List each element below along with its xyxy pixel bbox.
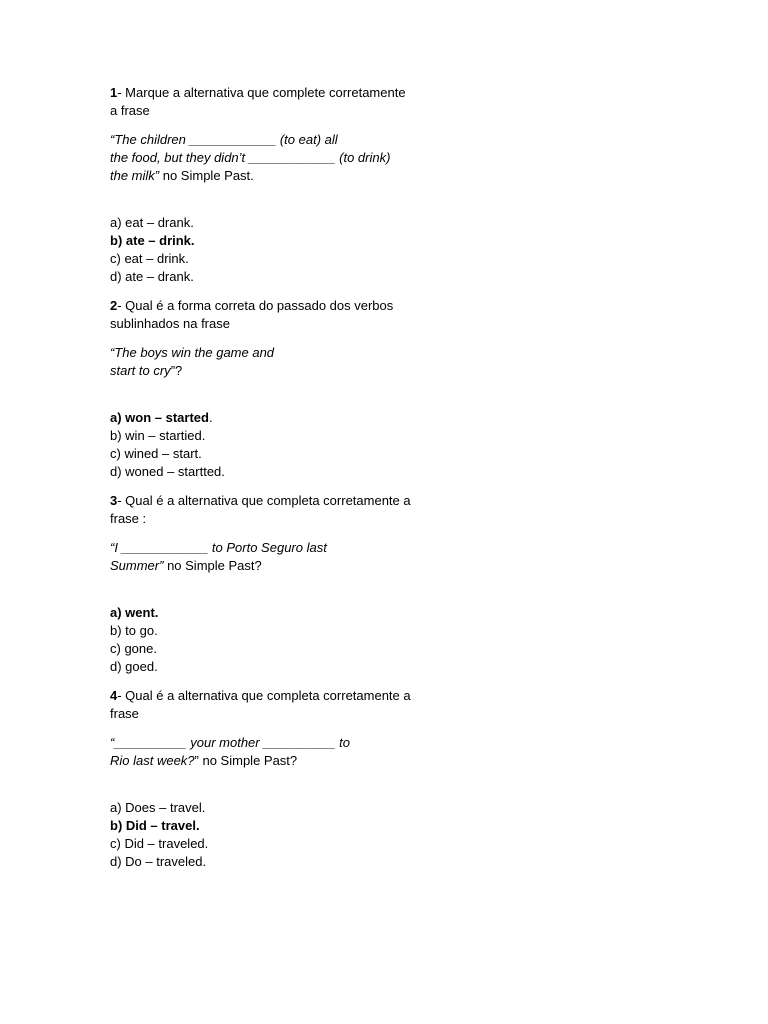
question-1-option-d: d) ate – drank.	[110, 269, 194, 284]
question-2-option-c: c) wined – start.	[110, 446, 202, 461]
question-2-option-d: d) woned – startted.	[110, 464, 225, 479]
question-1-option-b-correct: b) ate – drink.	[110, 233, 195, 248]
question-4-sentence-line-2: Rio last week?” no Simple Past?	[110, 753, 298, 768]
question-4-option-d: d) Do – traveled.	[110, 854, 207, 869]
question-2-option-b: b) win – startied.	[110, 428, 206, 443]
question-2-prompt-line-2: sublinhados na frase	[110, 316, 230, 331]
question-3-prompt-line-1: - Qual é a alternativa que completa corretamente a	[117, 493, 411, 508]
question-4-option-b-correct: b) Did – travel.	[110, 818, 200, 833]
question-3-prompt-line-2: frase :	[110, 511, 147, 526]
question-4-option-c: c) Did – traveled.	[110, 836, 209, 851]
question-1-option-a: a) eat – drank.	[110, 215, 194, 230]
question-3-option-b: b) to go.	[110, 623, 158, 638]
question-3-sentence-line-1: “I ____________ to Porto Seguro last	[110, 540, 327, 555]
question-4-prompt-line-2: frase	[110, 706, 139, 721]
question-3-option-c: c) gone.	[110, 641, 157, 656]
question-3-sentence-line-2: Summer” no Simple Past?	[110, 558, 262, 573]
question-1-sentence-line-3: the milk” no Simple Past.	[110, 168, 254, 183]
question-2-sentence-line-2: start to cry”?	[110, 363, 183, 378]
question-2-sentence-line-1: “The boys win the game and	[110, 345, 275, 360]
question-3-number: 3	[110, 493, 118, 508]
question-3-option-a-correct: a) went.	[110, 605, 159, 620]
question-2-option-a-correct: a) won – started.	[110, 410, 213, 425]
question-2-prompt-line-1: - Qual é a forma correta do passado dos verbos	[117, 298, 394, 313]
question-1-number: 1	[110, 85, 118, 100]
question-1-option-c: c) eat – drink.	[110, 251, 189, 266]
question-3-prompt	[110, 492, 411, 510]
question-3-option-d: d) goed.	[110, 659, 158, 674]
question-1-prompt	[110, 84, 406, 102]
question-1-sentence-line-1: “The children ____________ (to eat) all	[110, 132, 338, 147]
question-1-prompt-line-2: a frase	[110, 103, 150, 118]
question-1-prompt-line-1: - Marque a alternativa que complete corretamente	[117, 85, 406, 100]
question-4-number: 4	[110, 688, 118, 703]
question-4-sentence-line-1: “__________ your mother __________ to	[110, 735, 350, 750]
question-1-sentence-line-2: the food, but they didn’t ____________ (to drink)	[110, 150, 391, 165]
question-4-prompt	[110, 687, 411, 705]
question-2-number: 2	[110, 298, 118, 313]
question-4-option-a: a) Does – travel.	[110, 800, 206, 815]
question-4-prompt-line-1: - Qual é a alternativa que completa corretamente a	[117, 688, 411, 703]
question-2-prompt	[110, 297, 393, 315]
